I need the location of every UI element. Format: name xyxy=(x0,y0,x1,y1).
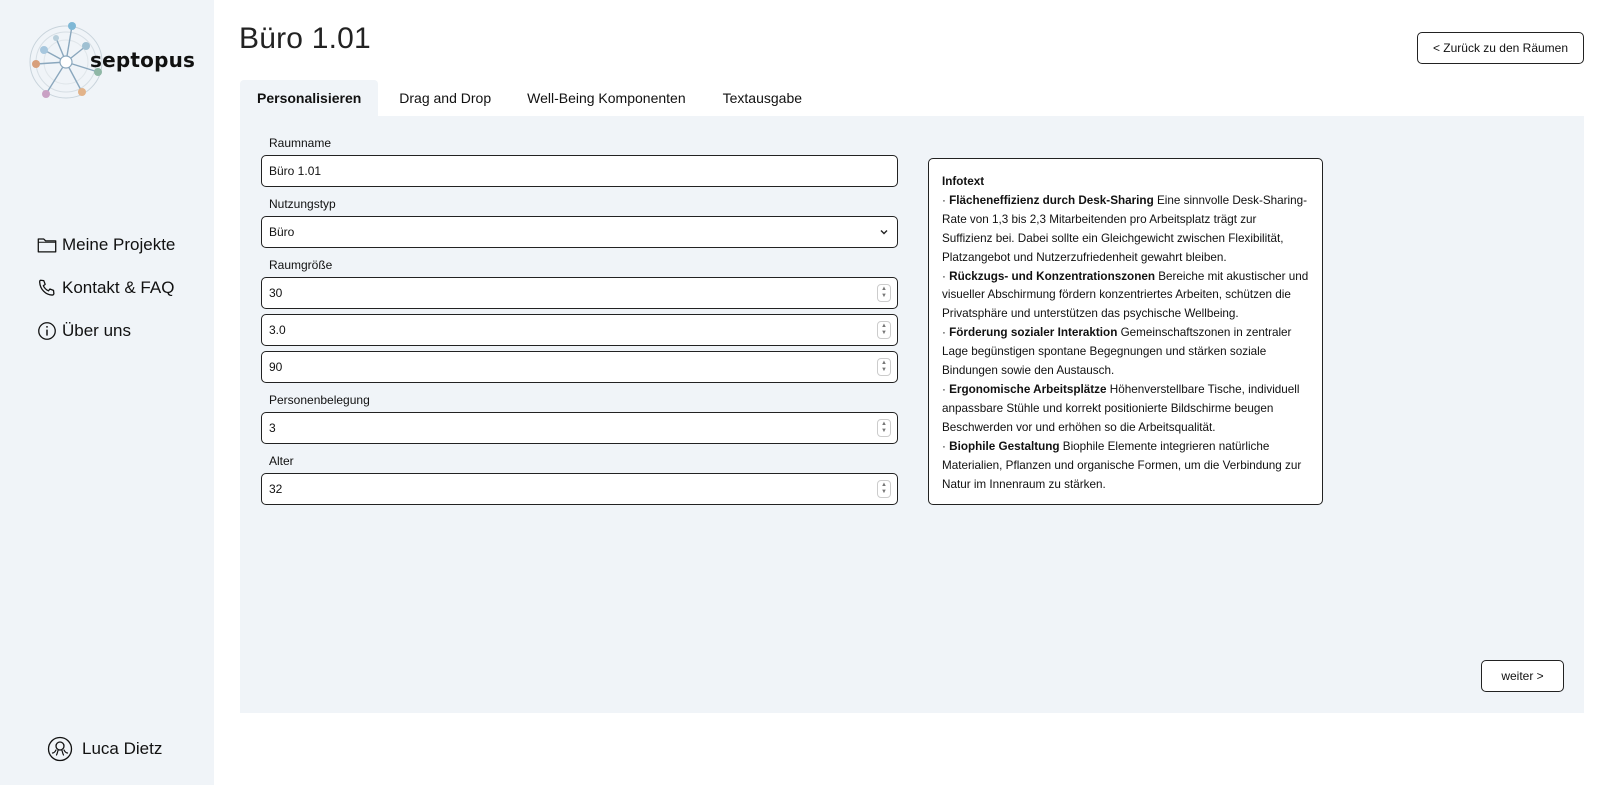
tab-personalisieren[interactable]: Personalisieren xyxy=(240,80,378,116)
nutzungstyp-value: Büro xyxy=(269,225,295,239)
personenbelegung-input[interactable] xyxy=(261,412,898,444)
sidebar-nav xyxy=(36,234,175,363)
info-item-text: Biophile Elemente integrieren natürliche Materialien, Pflanzen und organische Formen, um die Verbindung zur Natur im Innenraum zu stärken. xyxy=(942,439,1302,491)
tab-drag-and-drop[interactable]: Drag and Drop xyxy=(399,90,492,106)
info-circle-icon xyxy=(36,320,58,342)
info-item: · Rückzugs- und Konzentrationszonen Bereiche mit akustischer und visueller Abschirmung fördern konzentriertes Arbeiten, schützen die Privatsphäre und unterstützen das psychische Wellbeing. xyxy=(942,269,1309,321)
logo-text: septopus xyxy=(90,48,196,72)
number-stepper-icon[interactable]: ▲ ▼ xyxy=(877,419,891,437)
sidebar-item-ueber-uns[interactable] xyxy=(36,320,175,342)
number-stepper-icon[interactable]: ▲ ▼ xyxy=(877,321,891,339)
info-item-heading: Förderung sozialer Interaktion xyxy=(949,326,1118,340)
number-stepper-icon[interactable]: ▲ ▼ xyxy=(877,480,891,498)
info-item-text: Gemeinschaftszonen in zentraler Lage begünstigen spontane Begegnungen und stärken soziale Bindungen sowie den Austausch. xyxy=(942,326,1292,378)
info-item-heading: Rückzugs- und Konzentrationszonen xyxy=(949,269,1155,283)
number-stepper-icon[interactable]: ▲ ▼ xyxy=(877,358,891,376)
info-item-text: Höhenverstellbare Tische, individuell anpassbare Stühle und korrekt positionierte Bildschirme beugen Beschwerden vor und erhöhen so die Arbeitsqualität. xyxy=(942,382,1300,434)
nutzungstyp-select[interactable] xyxy=(261,216,898,248)
sidebar-item-meine-projekte[interactable] xyxy=(36,234,175,256)
info-item-text: Eine sinnvolle Desk-Sharing-Rate von 1,3 bis 2,3 Mitarbeitenden pro Arbeitsplatz trägt zur Suffizienz bei. Dabei sollte ein Gleichgewicht zwischen Flexibilität, Platzangebot und Nutzerzufriedenheit gewahrt bleiben. xyxy=(942,193,1308,264)
personenbelegung-label: Personenbelegung xyxy=(269,393,370,407)
folder-icon xyxy=(36,234,58,256)
user-name: Luca Dietz xyxy=(82,739,163,758)
sidebar-item-label: Meine Projekte xyxy=(62,235,176,254)
infotext-box xyxy=(928,158,1323,505)
tab-well-being-komponenten[interactable]: Well-Being Komponenten xyxy=(527,90,686,106)
tab-textausgabe[interactable]: Textausgabe xyxy=(722,90,803,106)
personalisieren-panel xyxy=(240,116,1584,713)
personenbelegung-value: 3 xyxy=(269,421,276,435)
chevron-down-icon xyxy=(879,227,889,237)
info-item: · Förderung sozialer Interaktion Gemeinschaftszonen in zentraler Lage begünstigen spontane Begegnungen und stärken soziale Bindungen sowie den Austausch. xyxy=(942,326,1292,378)
raumname-label: Raumname xyxy=(269,136,332,150)
next-button[interactable]: weiter > xyxy=(1481,660,1564,692)
raumgroesse-hoehe-input[interactable] xyxy=(261,314,898,346)
raumgroesse-volumen-input[interactable] xyxy=(261,351,898,383)
info-item-heading: Biophile Gestaltung xyxy=(949,439,1060,453)
raumgroesse-volumen-value: 90 xyxy=(269,360,283,374)
sidebar-item-label: Über uns xyxy=(62,321,131,340)
info-item: · Ergonomische Arbeitsplätze Höhenverstellbare Tische, individuell anpassbare Stühle und korrekt positionierte Bildschirme beugen Beschwerden vor und erhöhen so die Arbeitsqualität. xyxy=(942,382,1300,434)
raumgroesse-hoehe-value: 3.0 xyxy=(269,323,286,337)
tab-bar xyxy=(240,80,819,116)
sidebar-item-label: Kontakt & FAQ xyxy=(62,278,175,297)
sidebar xyxy=(0,0,214,785)
infotext-title: Infotext xyxy=(942,175,985,188)
info-item-text: Bereiche mit akustischer und visueller Abschirmung fördern konzentriertes Arbeiten, schützen die Privatsphäre und unterstützen das psychische Wellbeing. xyxy=(942,269,1309,321)
raumgroesse-flaeche-input[interactable] xyxy=(261,277,898,309)
sidebar-item-kontakt-faq[interactable] xyxy=(36,277,175,299)
info-item: · Biophile Gestaltung Biophile Elemente integrieren natürliche Materialien, Pflanzen und organische Formen, um die Verbindung zur Natur im Innenraum zu stärken. xyxy=(942,439,1302,491)
alter-input[interactable] xyxy=(261,473,898,505)
septopus-logo[interactable] xyxy=(26,20,196,104)
raumname-value: Büro 1.01 xyxy=(269,164,322,178)
user-avatar-icon xyxy=(47,736,73,762)
phone-icon xyxy=(36,277,58,299)
raumgroesse-label: Raumgröße xyxy=(269,258,333,272)
info-item-heading: Ergonomische Arbeitsplätze xyxy=(949,382,1107,396)
number-stepper-icon[interactable]: ▲ ▼ xyxy=(877,284,891,302)
info-item: · Flächeneffizienz durch Desk-Sharing Eine sinnvolle Desk-Sharing-Rate von 1,3 bis 2,3 Mitarbeitenden pro Arbeitsplatz trägt zur Suffizienz bei. Dabei sollte ein Gleichgewicht zwischen Flexibilität, Platzangebot und Nutzerzufriedenheit gewahrt bleiben. xyxy=(942,193,1308,264)
user-profile[interactable] xyxy=(47,736,162,762)
alter-label: Alter xyxy=(269,454,294,468)
back-to-rooms-button[interactable]: < Zurück zu den Räumen xyxy=(1417,32,1584,64)
nutzungstyp-label: Nutzungstyp xyxy=(269,197,336,211)
info-item-heading: Flächeneffizienz durch Desk-Sharing xyxy=(949,193,1154,207)
raumname-input[interactable] xyxy=(261,155,898,187)
raumgroesse-flaeche-value: 30 xyxy=(269,286,283,300)
alter-value: 32 xyxy=(269,482,283,496)
page-title: Büro 1.01 xyxy=(239,22,371,55)
